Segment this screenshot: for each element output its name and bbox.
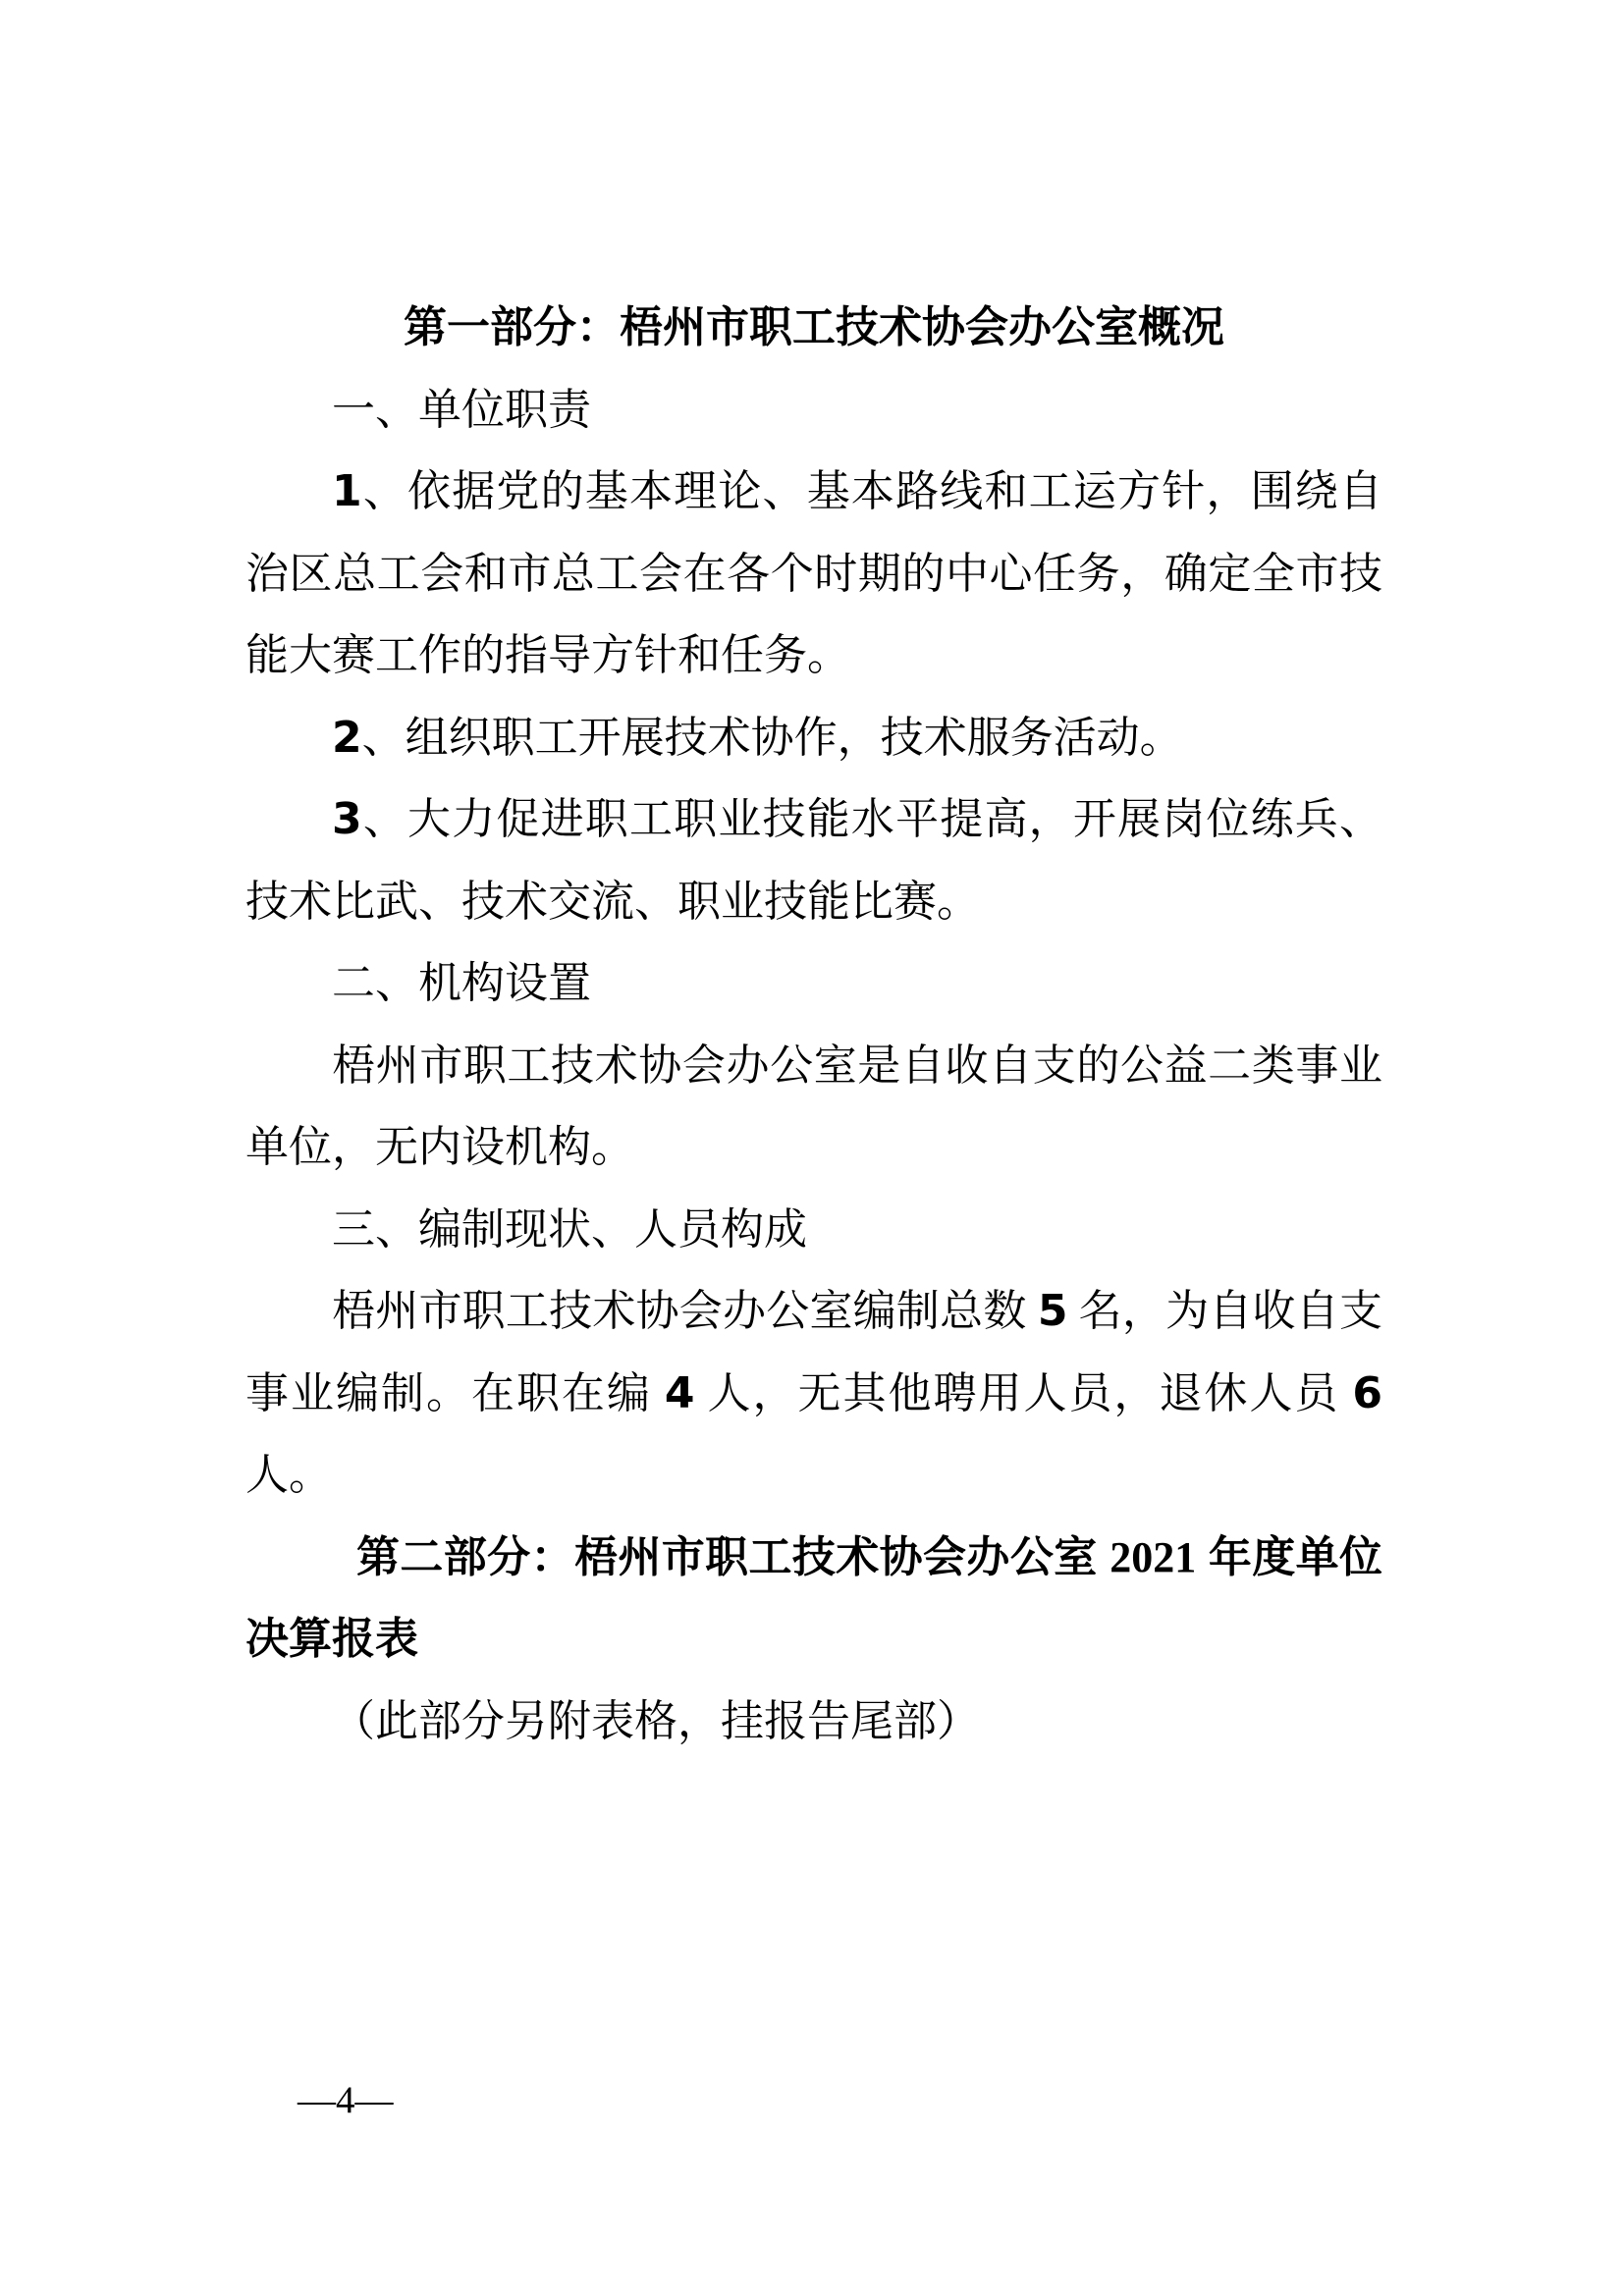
- page-number-text: —4—: [298, 2079, 394, 2121]
- paragraph-5-number-3: 6: [1352, 1367, 1383, 1418]
- part2-heading-text-1: 第二部分：梧州市职工技术协会办公室: [356, 1532, 1110, 1581]
- document-body: [245, 287, 1382, 1762]
- paragraph-3-text: 、大力促进职工职业技能水平提高，开展岗位练兵、技术比武、技术交流、职业技能比赛。: [245, 795, 1382, 926]
- part1-subheading-2: 二、机构设置: [332, 959, 591, 1007]
- paragraph-2: [245, 697, 1382, 779]
- part2-heading-text-2: 年度单位决算报表: [245, 1532, 1382, 1663]
- paragraph-5: [245, 1270, 1382, 1517]
- part2-heading-year: 2021: [1110, 1532, 1197, 1581]
- paragraph-4: 梧州市职工技术协会办公室是自收自支的公益二类事业单位，无内设机构。: [245, 1041, 1382, 1171]
- part2-note: （此部分另附表格，挂报告尾部）: [332, 1696, 980, 1745]
- paragraph-1: [245, 451, 1382, 697]
- paragraph-5-text-4: 人。: [245, 1451, 332, 1499]
- page-number: [298, 2079, 394, 2122]
- paragraph-5-number-1: 5: [1037, 1286, 1068, 1336]
- paragraph-1-number: 1: [332, 466, 362, 516]
- paragraph-1-text: 、依据党的基本理论、基本路线和工运方针，围绕自治区总工会和市总工会在各个时期的中心任务，确定全市技能大赛工作的指导方针和任务。: [245, 467, 1382, 679]
- paragraph-3-number: 3: [332, 794, 362, 844]
- paragraph-5-text-3: 人，无其他聘用人员，退休人员: [694, 1368, 1353, 1417]
- paragraph-3: [245, 778, 1382, 942]
- paragraph-5-text-2: 名，为自收自支事业编制。在职在编: [245, 1287, 1383, 1417]
- paragraph-2-text: 、组织职工开展技术协作，技术服务活动。: [361, 713, 1183, 762]
- part2-heading: [245, 1517, 1382, 1681]
- part1-subheading-3: 三、编制现状、人员构成: [332, 1204, 807, 1254]
- paragraph-5-number-2: 4: [664, 1367, 695, 1418]
- part1-heading: 第一部分：梧州市职工技术协会办公室概况: [404, 303, 1224, 351]
- paragraph-2-number: 2: [332, 712, 362, 763]
- paragraph-5-text-1: 梧州市职工技术协会办公室编制总数: [332, 1287, 1038, 1335]
- part1-subheading-1: 一、单位职责: [332, 385, 591, 434]
